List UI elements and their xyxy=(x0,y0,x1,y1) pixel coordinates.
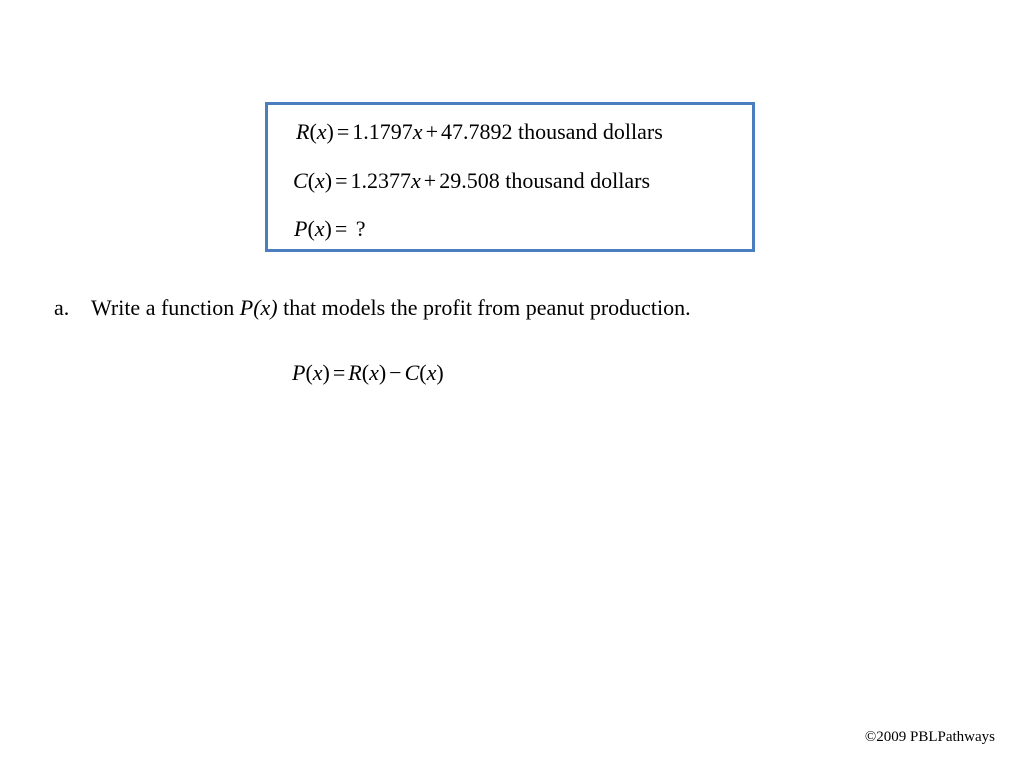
answer-equals: = xyxy=(332,360,346,385)
revenue-equation: R(x) = 1.1797x + 47.7892 thousand dollars xyxy=(296,119,663,144)
profit-argument: x xyxy=(314,216,325,241)
revenue-coefficient: 1.1797 xyxy=(352,119,413,144)
question-text-after: that models the profit from peanut production. xyxy=(277,295,691,320)
profit-unknown: ? xyxy=(355,216,366,241)
answer-equation: P(x) = R(x) − C(x) xyxy=(292,360,444,385)
cost-argument: x xyxy=(315,168,325,193)
question-text-before: Write a function xyxy=(91,295,240,320)
revenue-constant: 47.7892 xyxy=(440,119,513,144)
cost-constant: 29.508 xyxy=(439,168,500,193)
answer-minus: − xyxy=(389,360,402,385)
question-function-name: P(x) xyxy=(239,295,278,320)
revenue-argument: x xyxy=(316,119,327,144)
cost-function-name: C xyxy=(293,168,308,193)
equation-box xyxy=(265,102,755,252)
cost-variable: x xyxy=(411,168,421,193)
cost-unit: thousand dollars xyxy=(505,168,651,193)
answer-term2-variable: x xyxy=(426,360,437,385)
revenue-unit: thousand dollars xyxy=(517,119,663,144)
revenue-function-name: R xyxy=(296,119,310,144)
answer-lhs-function: P xyxy=(292,360,306,385)
question-a xyxy=(54,295,691,321)
question-marker: a. xyxy=(54,295,70,320)
profit-function-name: P xyxy=(294,216,308,241)
answer-term2-function: C xyxy=(404,360,420,385)
revenue-variable: x xyxy=(412,119,423,144)
answer-lhs-variable: x xyxy=(312,360,323,385)
copyright-footer: ©2009 PBLPathways xyxy=(864,729,995,745)
answer-term1-variable: x xyxy=(369,360,379,385)
profit-equation: P(x) = ? xyxy=(294,216,366,241)
answer-term1-function: R xyxy=(348,360,362,385)
cost-equation: C(x) = 1.2377x + 29.508 thousand dollars xyxy=(293,168,651,193)
cost-coefficient: 1.2377 xyxy=(350,168,412,193)
